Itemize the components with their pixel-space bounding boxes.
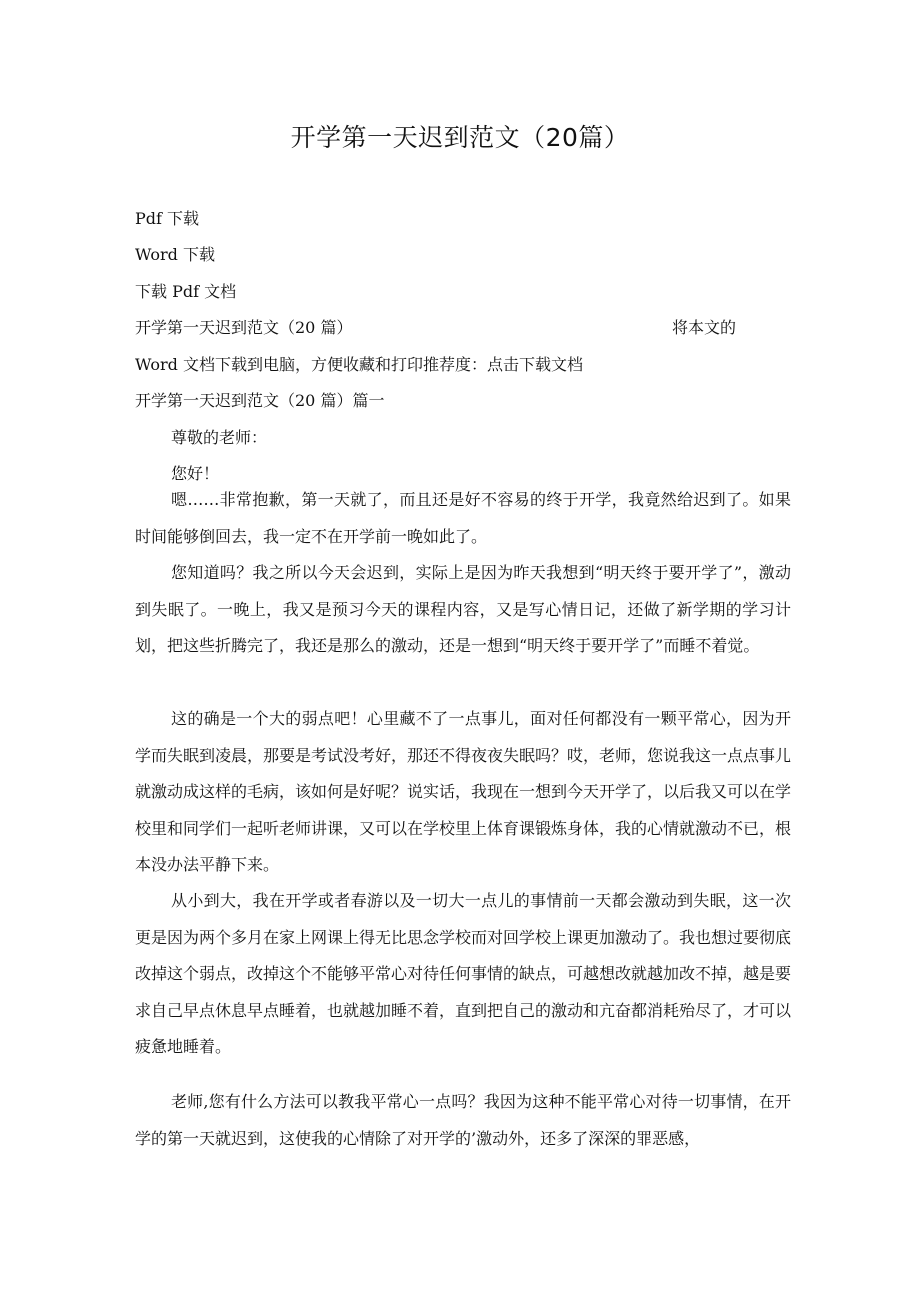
salutation: 尊敬的老师： — [171, 428, 268, 447]
greeting: 您好！ — [171, 464, 220, 483]
paragraph-2: 您知道吗？我之所以今天会迟到，实际上是因为昨天我想到“明天终于要开学了”，激动到失眠了。一晚上，我又是预习今天的课程内容，又是写心情日记，还做了新学期的学习计划，把这些折腾完了，我还是那么的激动，还是一想到“明天终于要开学了”而睡不着觉。 — [135, 563, 791, 655]
intro-save-text: 将本文的 — [672, 318, 737, 337]
word-download-prompt[interactable]: Word 文档下载到电脑，方便收藏和打印推荐度：点击下载文档 — [135, 355, 583, 374]
section-heading: 开学第一天迟到范文（20 篇）篇一 — [135, 391, 385, 410]
paragraph-4: 从小到大，我在开学或者春游以及一切大一点儿的事情前一天都会激动到失眠，这一次更是因为两个多月在家上网课上得无比思念学校而对回学校上课更加激动了。我也想过要彻底改掉这个弱点，改掉这个不能够平常心对待任何事情的缺点，可越想改就越加改不掉，越是要求自己早点休息早点睡着，也就越加睡不着，直到把自己的激动和亢奋都消耗殆尽了，才可以疲惫地睡着。 — [135, 891, 792, 1056]
page-title: 开学第一天迟到范文（20篇） — [290, 123, 630, 152]
paragraph-1: 嗯……非常抱歉，第一天就了，而且还是好不容易的终于开学，我竟然给迟到了。如果时间能够倒回去，我一定不在开学前一晚如此了。 — [135, 490, 791, 546]
intro-article-title: 开学第一天迟到范文（20 篇） — [135, 318, 353, 337]
word-download-link[interactable]: Word 下载 — [135, 245, 215, 264]
pdf-document-download-link[interactable]: 下载 Pdf 文档 — [135, 282, 237, 301]
paragraph-5: 老师,您有什么方法可以教我平常心一点吗？我因为这种不能平常心对待一切事情，在开学的第一天就迟到，这使我的心情除了对开学的’激动外，还多了深深的罪恶感， — [135, 1092, 791, 1148]
pdf-download-link[interactable]: Pdf 下载 — [135, 209, 200, 228]
paragraph-3: 这的确是一个大的弱点吧！心里藏不了一点事儿，面对任何都没有一颗平常心，因为开学而失眠到凌晨，那要是考试没考好，那还不得夜夜失眠吗？哎，老师，您说我这一点点事儿就激动成这样的毛病，该如何是好呢？说实话，我现在一想到今天开学了，以后我又可以在学校里和同学们一起听老师讲课，又可以在学校里上体育课锻炼身体，我的心情就激动不已，根本没办法平静下来。 — [135, 709, 792, 874]
